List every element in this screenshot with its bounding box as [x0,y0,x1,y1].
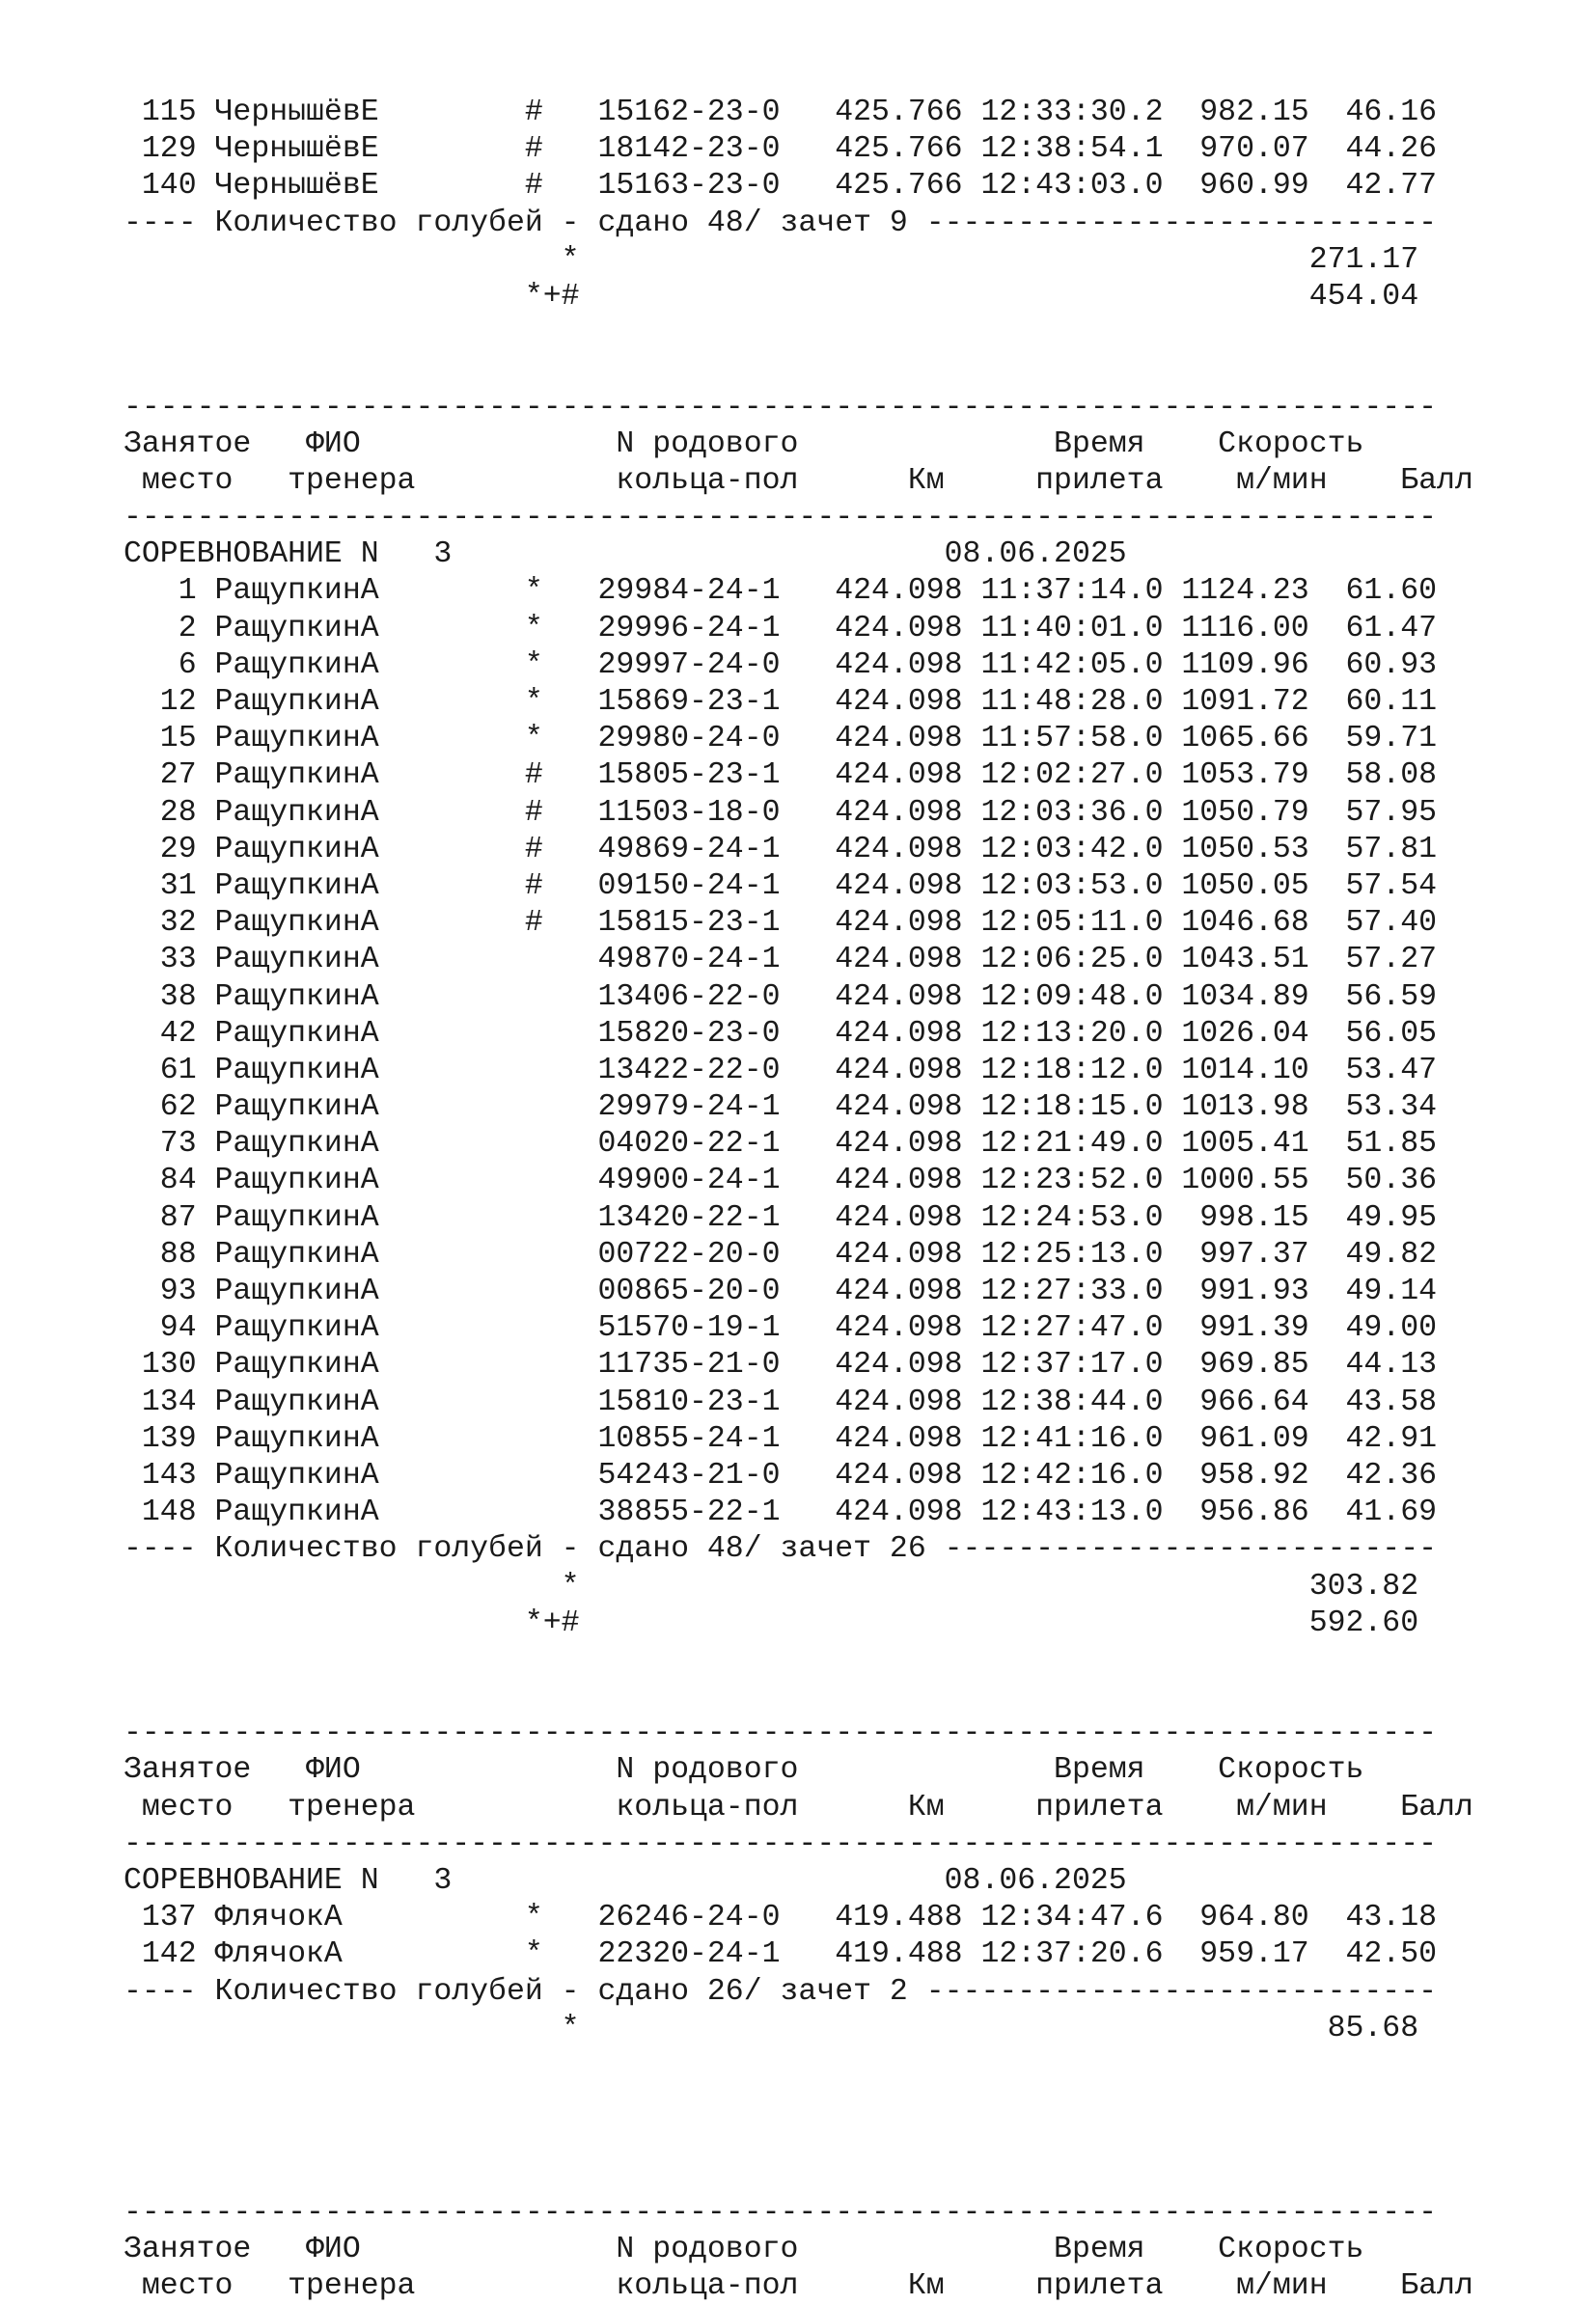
column-header: Занятое ФИО N родового Время Скорость [124,1753,1364,1788]
result-row: 29 РащупкинА # 49869-24-1 424.098 12:03:42.0 1050.53 57.81 [124,832,1438,866]
result-row: 93 РащупкинА 00865-20-0 424.098 12:27:33.0 991.93 49.14 [124,1275,1438,1308]
column-header: место тренера кольца-пол Км прилета м/мин Балл [124,463,1473,498]
result-row: 31 РащупкинА # 09150-24-1 424.098 12:03:53.0 1050.05 57.54 [124,868,1438,903]
total-line: *+# 454.04 [124,279,1419,314]
total-line: * 271.17 [124,242,1419,277]
result-row: 137 ФлячокА * 26246-24-0 419.488 12:34:47.6 964.80 43.18 [124,1901,1438,1935]
summary-line: ---- Количество голубей - сдано 48/ зачет 26 --------------------------- [124,1532,1438,1567]
result-row: 28 РащупкинА # 11503-18-0 424.098 12:03:36.0 1050.79 57.95 [124,795,1438,830]
blank-line [124,1679,1532,1715]
result-row: 15 РащупкинА * 29980-24-0 424.098 11:57:58.0 1065.66 59.71 [124,722,1438,756]
result-row: 38 РащупкинА 13406-22-0 424.098 12:09:48.0 1034.89 56.59 [124,979,1438,1014]
separator-line: ------------------------------------------------------------------------ [124,2195,1438,2230]
result-row: 42 РащупкинА 15820-23-0 424.098 12:13:20.0 1026.04 56.05 [124,1016,1438,1051]
separator-line: ------------------------------------------------------------------------ [124,501,1438,535]
result-row: 2 РащупкинА * 29996-24-1 424.098 11:40:01.0 1116.00 61.47 [124,611,1438,645]
column-header: место тренера кольца-пол Км прилета м/мин Балл [124,1790,1473,1825]
blank-line [124,2121,1532,2157]
result-row: 129 ЧернышёвЕ # 18142-23-0 425.766 12:38:54.1 970.07 44.26 [124,132,1438,167]
result-row: 148 РащупкинА 38855-22-1 424.098 12:43:13.0 956.86 41.69 [124,1496,1438,1530]
result-row: 140 ЧернышёвЕ # 15163-23-0 425.766 12:43:03.0 960.99 42.77 [124,169,1438,204]
competition-header: СОРЕВНОВАНИЕ N 3 08.06.2025 [124,537,1127,572]
total-line: * 85.68 [124,2011,1419,2045]
column-header: место тренера кольца-пол Км прилета м/мин Балл [124,2269,1473,2304]
result-row: 61 РащупкинА 13422-22-0 424.098 12:18:12.0 1014.10 53.47 [124,1053,1438,1087]
result-row: 88 РащупкинА 00722-20-0 424.098 12:25:13.0 997.37 49.82 [124,1237,1438,1272]
column-header: Занятое ФИО N родового Время Скорость [124,426,1364,461]
summary-line: ---- Количество голубей - сдано 48/ зачет 9 ---------------------------- [124,206,1438,240]
blank-line [124,2047,1532,2084]
total-line: * 303.82 [124,1569,1419,1604]
competition-header: СОРЕВНОВАНИЕ N 3 08.06.2025 [124,1864,1127,1898]
result-row: 62 РащупкинА 29979-24-1 424.098 12:18:15.0 1013.98 53.34 [124,1090,1438,1125]
separator-line: ------------------------------------------------------------------------ [124,390,1438,425]
result-row: 73 РащупкинА 04020-22-1 424.098 12:21:49.0 1005.41 51.85 [124,1127,1438,1162]
result-row: 84 РащупкинА 49900-24-1 424.098 12:23:52.0 1000.55 50.36 [124,1164,1438,1198]
blank-line [124,316,1532,352]
result-row: 32 РащупкинА # 15815-23-1 424.098 12:05:11.0 1046.68 57.40 [124,906,1438,941]
blank-line [124,2158,1532,2195]
result-row: 142 ФлячокА * 22320-24-1 419.488 12:37:20.6 959.17 42.50 [124,1937,1438,1972]
summary-line: ---- Количество голубей - сдано 26/ зачет 2 ---------------------------- [124,1974,1438,2009]
result-row: 130 РащупкинА 11735-21-0 424.098 12:37:17.0 969.85 44.13 [124,1348,1438,1383]
result-row: 6 РащупкинА * 29997-24-0 424.098 11:42:05.0 1109.96 60.93 [124,647,1438,682]
result-row: 12 РащупкинА * 15869-23-1 424.098 11:48:28.0 1091.72 60.11 [124,685,1438,719]
result-row: 134 РащупкинА 15810-23-1 424.098 12:38:44.0 966.64 43.58 [124,1385,1438,1419]
total-line: *+# 592.60 [124,1605,1419,1640]
blank-line [124,1642,1532,1679]
result-row: 94 РащупкинА 51570-19-1 424.098 12:27:47.0 991.39 49.00 [124,1311,1438,1346]
result-row: 115 ЧернышёвЕ # 15162-23-0 425.766 12:33:30.2 982.15 46.16 [124,96,1438,129]
result-row: 1 РащупкинА * 29984-24-1 424.098 11:37:14.0 1124.23 61.60 [124,574,1438,609]
separator-line: ------------------------------------------------------------------------ [124,1716,1438,1751]
result-row: 27 РащупкинА # 15805-23-1 424.098 12:02:27.0 1053.79 58.08 [124,758,1438,793]
blank-line [124,352,1532,389]
separator-line: ------------------------------------------------------------------------ [124,1826,1438,1861]
result-row: 143 РащупкинА 54243-21-0 424.098 12:42:16.0 958.92 42.36 [124,1458,1438,1493]
result-row: 139 РащупкинА 10855-24-1 424.098 12:41:16.0 961.09 42.91 [124,1421,1438,1456]
column-header: Занятое ФИО N родового Время Скорость [124,2232,1364,2266]
result-row: 87 РащупкинА 13420-22-1 424.098 12:24:53.0 998.15 49.95 [124,1200,1438,1235]
results-document [124,95,1532,2305]
blank-line [124,2084,1532,2121]
result-row: 33 РащупкинА 49870-24-1 424.098 12:06:25.0 1043.51 57.27 [124,943,1438,977]
